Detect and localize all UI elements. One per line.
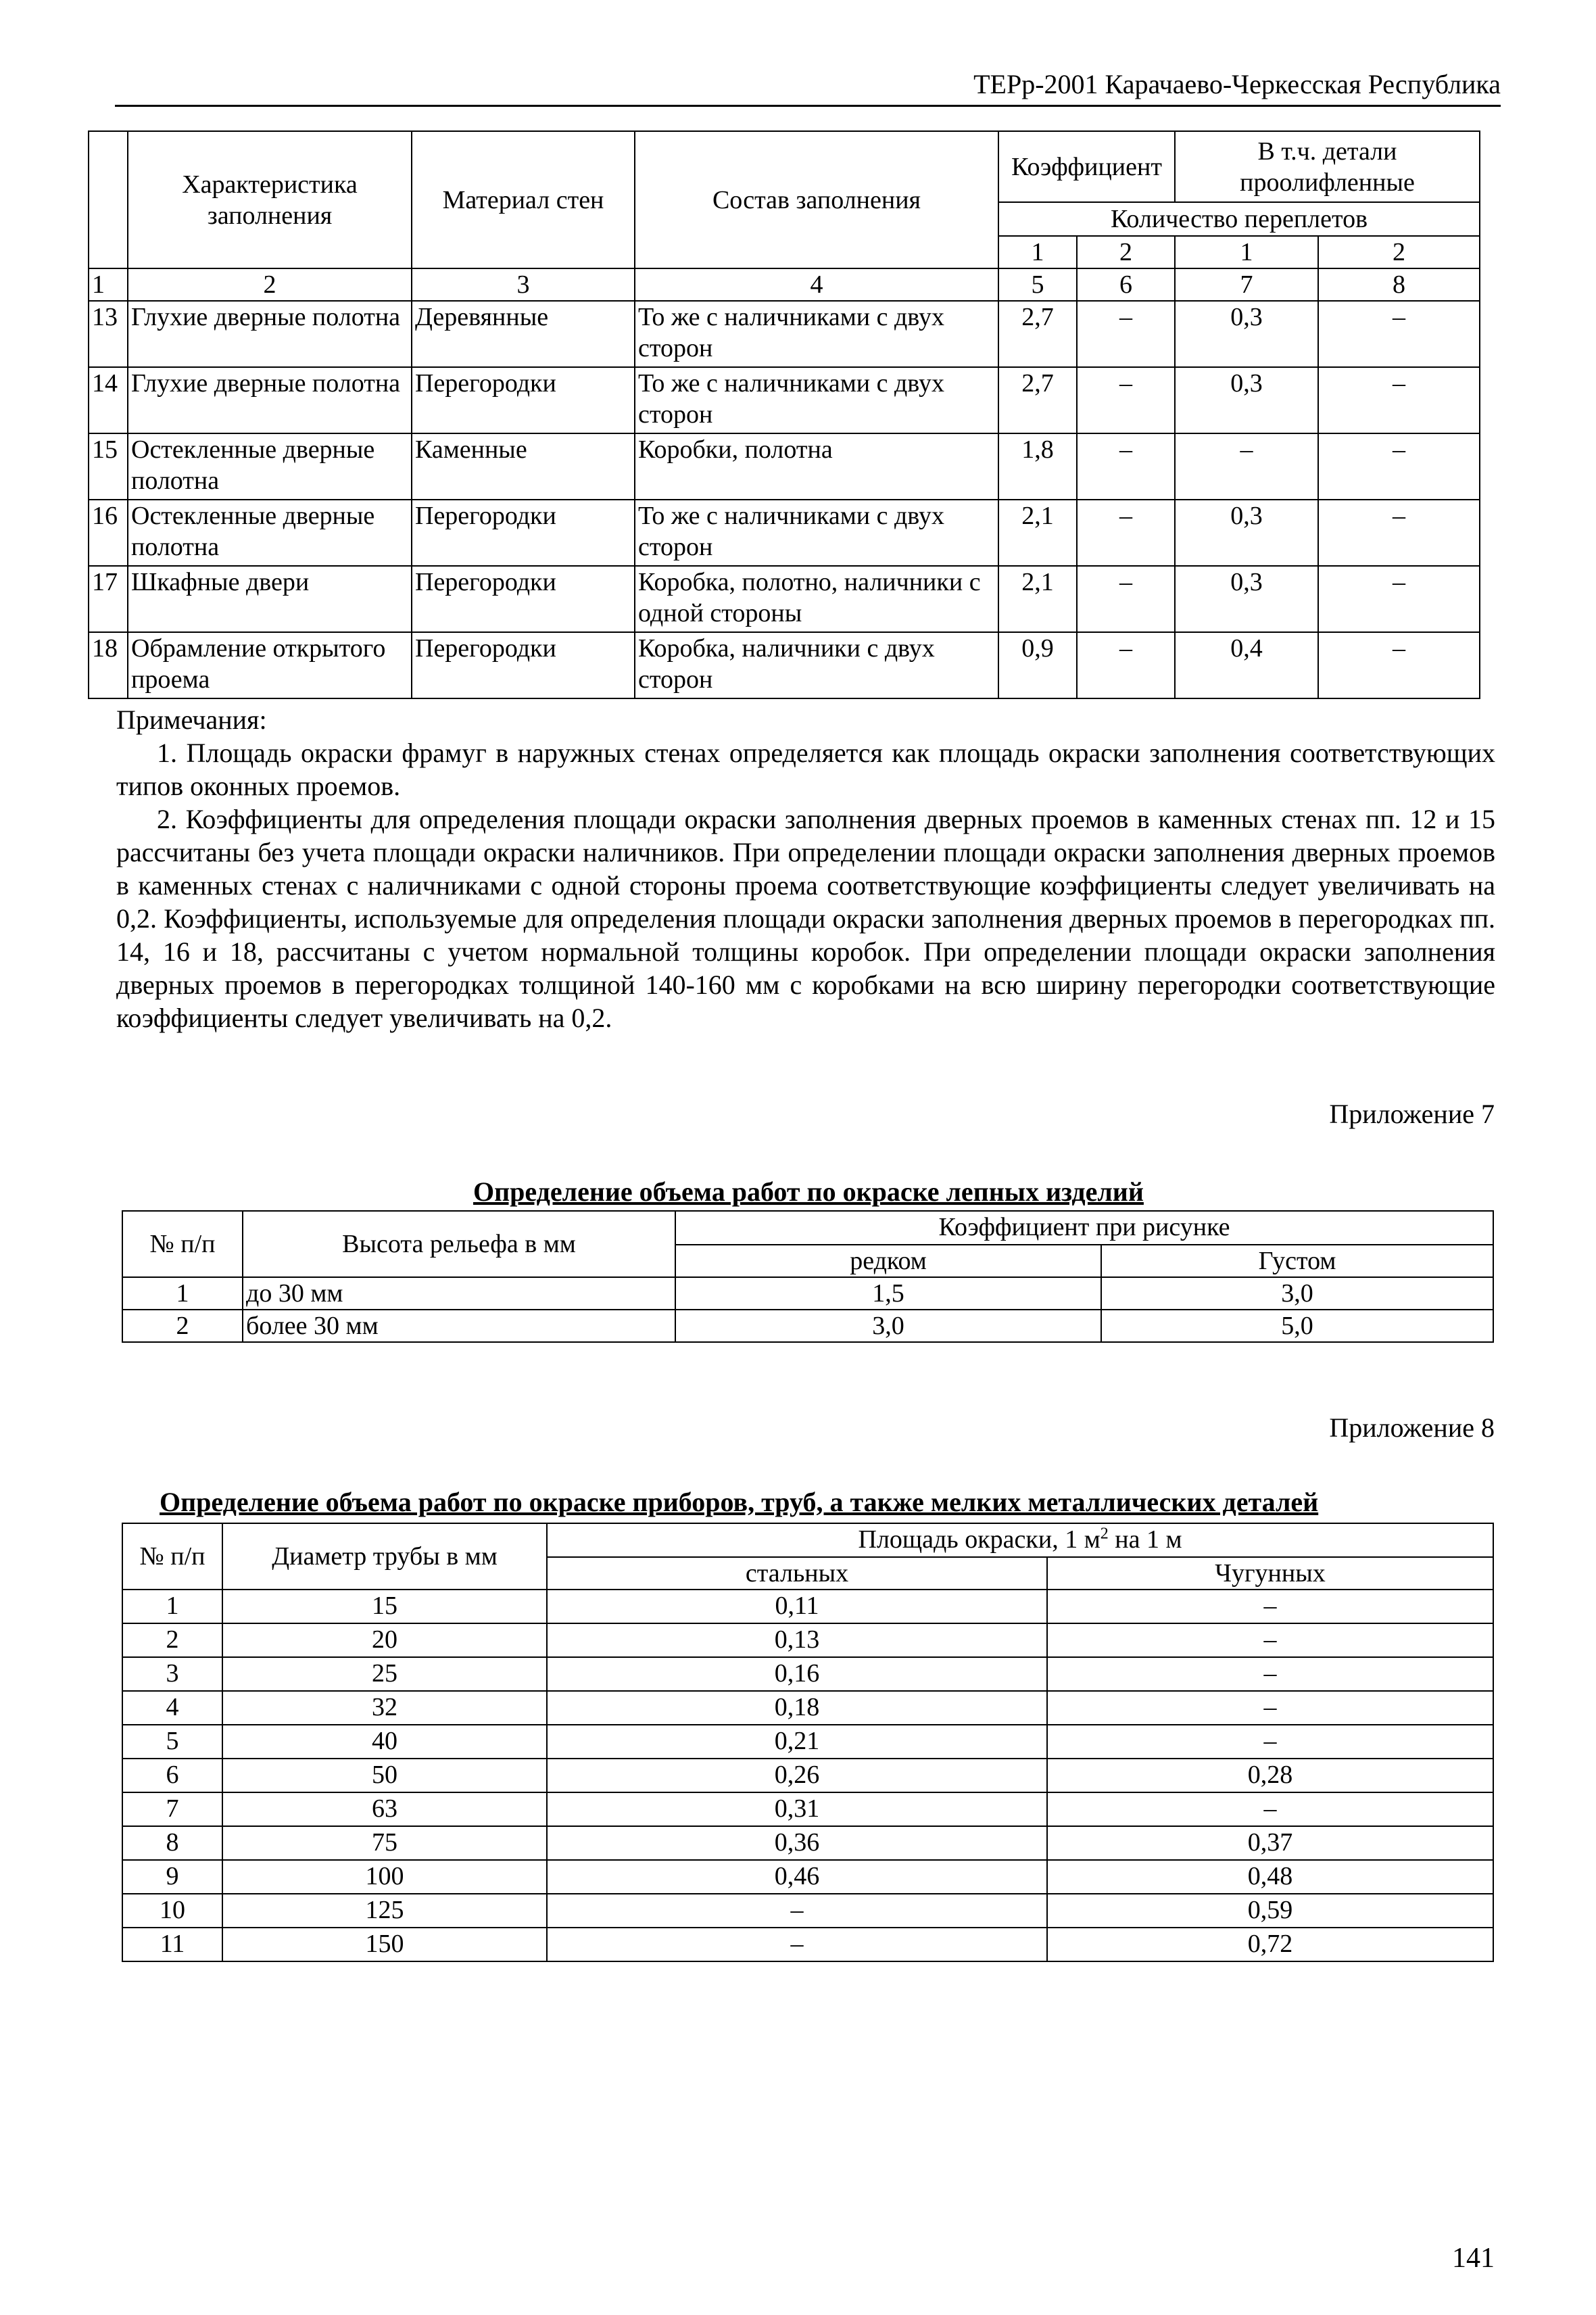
note-item: 1. Площадь окраски фрамуг в наружных стенах определяется как площадь окраски заполнения соответствующих типов оконных проемов. [116,738,1495,801]
table-row [122,1590,1493,1623]
row-composition: Коробка, наличники с двух сторон [635,632,998,698]
row-number: 8 [122,1826,222,1860]
column-number: 4 [635,268,998,301]
table-row [89,566,1480,632]
row-characteristic: Остекленные дверные полотна [128,433,412,500]
row-coef-1: 0,9 [998,632,1077,698]
table-row [122,1310,1493,1342]
stucco-coefficients-table [122,1210,1494,1343]
row-cast: 0,59 [1047,1894,1493,1928]
header-including-parts: В т.ч. детали проолифленные [1175,131,1480,202]
row-material: Деревянные [412,301,635,367]
row-material: Перегородки [412,500,635,566]
row-number: 14 [89,367,128,433]
row-composition: То же с наличниками с двух сторон [635,301,998,367]
row-detail-1: 0,4 [1175,632,1318,698]
notes-title: Примечания: [116,705,267,735]
column-number: 2 [128,268,412,301]
header-sub: 1 [1175,236,1318,268]
row-composition: То же с наличниками с двух сторон [635,500,998,566]
header-area: Площадь окраски, 1 $м^2$ на 1 м [547,1523,1493,1557]
row-number: 10 [122,1894,222,1928]
table-row [122,1277,1493,1310]
appendix-8-label: Приложение 8 [1329,1412,1495,1443]
header-blank [89,131,128,268]
row-diameter: 150 [222,1928,547,1961]
row-diameter: 32 [222,1691,547,1725]
row-steel: 0,31 [547,1792,1047,1826]
row-number: 5 [122,1725,222,1759]
row-number: 11 [122,1928,222,1961]
row-material: Перегородки [412,566,635,632]
row-number: 2 [122,1623,222,1657]
row-coef-1: 2,1 [998,566,1077,632]
table-row [122,1792,1493,1826]
row-number: 16 [89,500,128,566]
row-relief: до 30 мм [243,1277,675,1310]
table-row [122,1691,1493,1725]
row-material: Каменные [412,433,635,500]
row-steel: 0,16 [547,1657,1047,1691]
column-number: 6 [1077,268,1175,301]
row-cast: – [1047,1657,1493,1691]
row-coef-2: – [1077,500,1175,566]
row-cast: 0,37 [1047,1826,1493,1860]
row-number: 18 [89,632,128,698]
row-detail-2: – [1318,367,1480,433]
appendix-7-caption: Определение объема работ по окраске лепных изделий [473,1176,1144,1207]
row-coef-2: – [1077,433,1175,500]
row-dense: 3,0 [1101,1277,1493,1310]
row-coef-1: 2,7 [998,367,1077,433]
header-diameter: Диаметр трубы в мм [222,1523,547,1590]
header-frames-count: Количество переплетов [998,202,1480,236]
row-number: 4 [122,1691,222,1725]
table-row [89,301,1480,367]
header-coefficient: Коэффициент [998,131,1175,202]
header-sub: 2 [1318,236,1480,268]
row-relief: более 30 мм [243,1310,675,1342]
column-number: 8 [1318,268,1480,301]
row-coef-2: – [1077,566,1175,632]
row-diameter: 15 [222,1590,547,1623]
row-diameter: 125 [222,1894,547,1928]
header-sub: 2 [1077,236,1175,268]
row-steel: 0,18 [547,1691,1047,1725]
page-header: ТЕРр-2001 Карачаево-Черкесская Республика [973,69,1501,99]
row-steel: 0,11 [547,1590,1047,1623]
row-number: 9 [122,1860,222,1894]
table-row [89,632,1480,698]
row-coef-1: 2,7 [998,301,1077,367]
row-material: Перегородки [412,632,635,698]
row-steel: 0,13 [547,1623,1047,1657]
column-number: 5 [998,268,1077,301]
header-coef: Коэффициент при рисунке [675,1211,1493,1245]
table-row [122,1725,1493,1759]
header-characteristic: Характеристика заполнения [128,131,412,268]
row-diameter: 20 [222,1623,547,1657]
row-number: 13 [89,301,128,367]
row-coef-2: – [1077,301,1175,367]
row-number: 2 [122,1310,243,1342]
table-row [122,1657,1493,1691]
row-coef-2: – [1077,632,1175,698]
row-material: Перегородки [412,367,635,433]
row-dense: 5,0 [1101,1310,1493,1342]
row-cast: 0,28 [1047,1759,1493,1792]
row-cast: – [1047,1792,1493,1826]
row-diameter: 75 [222,1826,547,1860]
row-detail-2: – [1318,301,1480,367]
filling-coefficients-table [88,130,1480,699]
row-detail-2: – [1318,433,1480,500]
table-row [122,1826,1493,1860]
row-cast: 0,72 [1047,1928,1493,1961]
row-diameter: 25 [222,1657,547,1691]
row-steel: – [547,1894,1047,1928]
column-number: 1 [89,268,128,301]
header-dense: Густом [1101,1245,1493,1277]
row-characteristic: Глухие дверные полотна [128,301,412,367]
appendix-8-caption: Определение объема работ по окраске приборов, труб, а также мелких металлических деталей [160,1487,1319,1517]
header-steel: стальных [547,1557,1047,1590]
table-row [122,1759,1493,1792]
row-detail-1: – [1175,433,1318,500]
row-coef-1: 2,1 [998,500,1077,566]
row-diameter: 40 [222,1725,547,1759]
header-divider [115,105,1501,107]
table-row [89,500,1480,566]
row-number: 17 [89,566,128,632]
column-number: 3 [412,268,635,301]
table-row [89,367,1480,433]
row-detail-1: 0,3 [1175,301,1318,367]
row-rare: 3,0 [675,1310,1101,1342]
row-cast: 0,48 [1047,1860,1493,1894]
row-characteristic: Остекленные дверные полотна [128,500,412,566]
row-steel: 0,46 [547,1860,1047,1894]
table-row [122,1928,1493,1961]
row-cast: – [1047,1725,1493,1759]
table-row [122,1623,1493,1657]
row-characteristic: Обрамление открытого проема [128,632,412,698]
header-rare: редком [675,1245,1101,1277]
row-detail-1: 0,3 [1175,566,1318,632]
header-relief: Высота рельефа в мм [243,1211,675,1277]
header-num: № п/п [122,1211,243,1277]
row-steel: 0,36 [547,1826,1047,1860]
row-detail-1: 0,3 [1175,500,1318,566]
row-detail-1: 0,3 [1175,367,1318,433]
row-detail-2: – [1318,566,1480,632]
row-detail-2: – [1318,632,1480,698]
header-num: № п/п [122,1523,222,1590]
row-diameter: 100 [222,1860,547,1894]
row-steel: 0,26 [547,1759,1047,1792]
row-number: 6 [122,1759,222,1792]
row-composition: Коробка, полотно, наличники с одной стороны [635,566,998,632]
note-item: 2. Коэффициенты для определения площади окраски заполнения дверных проемов в каменных стенах пп. 12 и 15 рассчитаны без учета площади окраски наличников. При определении площади окраски заполнения дверных проемов в каменных стенах с наличниками с одной стороны проема соответствующие коэффициенты следует увеличивать на 0,2. Коэффициенты, используемые для определения площади окраски заполнения дверных проемов в перегородках пп. 14, 16 и 18, рассчитаны с учетом нормальной толщины коробок. При определении площади окраски заполнения дверных проемов в перегородках толщиной 140-160 мм с коробками на всю ширину перегородки соответствующие коэффициенты следует увеличивать на 0,2. [116,804,1495,1033]
table-row [89,433,1480,500]
pipe-painting-area-table [122,1523,1494,1962]
row-number: 1 [122,1590,222,1623]
row-characteristic: Шкафные двери [128,566,412,632]
row-diameter: 50 [222,1759,547,1792]
row-number: 15 [89,433,128,500]
row-coef-2: – [1077,367,1175,433]
row-steel: – [547,1928,1047,1961]
row-coef-1: 1,8 [998,433,1077,500]
header-cast: Чугунных [1047,1557,1493,1590]
header-composition: Состав заполнения [635,131,998,268]
row-cast: – [1047,1590,1493,1623]
table-row [122,1894,1493,1928]
row-number: 7 [122,1792,222,1826]
row-composition: То же с наличниками с двух сторон [635,367,998,433]
page-number: 141 [1452,2243,1495,2274]
row-steel: 0,21 [547,1725,1047,1759]
appendix-7-label: Приложение 7 [1329,1099,1495,1129]
header-wall-material: Материал стен [412,131,635,268]
row-number: 1 [122,1277,243,1310]
row-diameter: 63 [222,1792,547,1826]
row-cast: – [1047,1623,1493,1657]
row-composition: Коробки, полотна [635,433,998,500]
row-number: 3 [122,1657,222,1691]
row-cast: – [1047,1691,1493,1725]
row-rare: 1,5 [675,1277,1101,1310]
notes-section [116,703,1495,1034]
row-characteristic: Глухие дверные полотна [128,367,412,433]
column-number: 7 [1175,268,1318,301]
row-detail-2: – [1318,500,1480,566]
header-sub: 1 [998,236,1077,268]
table-row [122,1860,1493,1894]
